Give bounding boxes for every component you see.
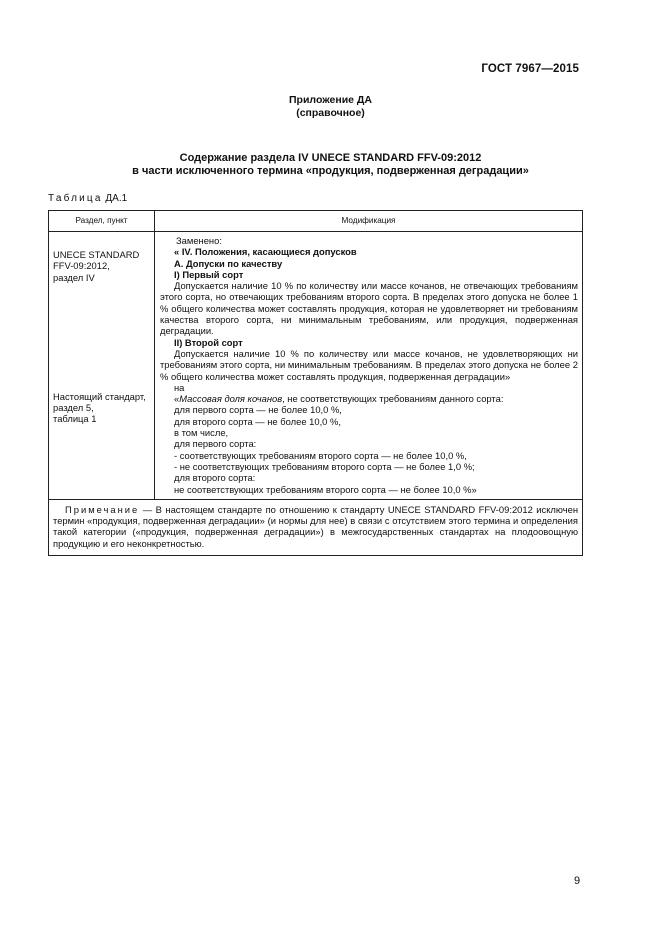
note-text: — В настоящем стандарте по отношению к стандарту UNECE STANDARD FFV-09:2012 исключен термин «продукция, подверженная деградации» (и нормы для нее) в связи с отсутствием этого термина и определения такой категории («продукция, подверженная деградации») в межгосударственных стандартах на плодоовощную продукцию и его неконкретностью. — [53, 503, 578, 549]
reference-this-standard — [53, 391, 150, 425]
header-section-clause: Раздел, пункт — [49, 211, 155, 232]
page-number: 9 — [574, 875, 581, 887]
reference-line: раздел 5, — [53, 402, 94, 414]
norm-line: для второго сорта — не более 10,0 %, — [174, 415, 341, 427]
table-caption-number: ДА.1 — [105, 193, 128, 204]
norm-line: для первого сорта: — [174, 438, 257, 450]
reference-line: Настоящий стандарт, — [53, 390, 146, 402]
annex-heading — [0, 94, 661, 120]
norm-line: для второго сорта: — [174, 472, 256, 484]
note-label: Примечание — [65, 503, 140, 515]
new-wording-rest: , не соответствующих требованиям данного сорта: — [282, 393, 504, 405]
new-wording-italic: Массовая доля кочанов — [179, 393, 283, 405]
section-heading — [0, 152, 661, 178]
norm-line: для первого сорта — не более 10,0 %, — [174, 404, 342, 416]
tolerance-section-title: « IV. Положения, касающиеся допусков — [174, 246, 357, 258]
section-heading-line1: Содержание раздела IV UNECE STANDARD FFV-09:2012 — [179, 152, 482, 164]
table-row — [49, 232, 583, 500]
table-caption-word: Таблица — [48, 193, 103, 204]
first-grade-title: I) Первый сорт — [174, 268, 244, 280]
section-heading-line2: в части исключенного термина «продукция, подверженная деградации» — [132, 165, 529, 177]
replaced-label: Заменено: — [176, 235, 222, 246]
annex-subtitle: (справочное) — [296, 107, 365, 119]
header-modification: Модификация — [155, 211, 583, 232]
second-grade-text: Допускается наличие 10 % по количеству или массе кочанов, не удовлетворяющих ни требованиям этого сорта, ни минимальным требованиям. В пределах этого допуска не более 2 % общего количества может составлять продукция, подверженная деградации» — [160, 347, 578, 382]
norm-line: в том числе, — [174, 427, 229, 439]
table-caption — [48, 193, 127, 204]
first-grade-text: Допускается наличие 10 % по количеству или массе кочанов, не отвечающих требованиям этого сорта, но отвечающих требованиям второго сорта. В пределах этого допуска не более 1 % общего количества может составлять продукция, которая не удовлетворяет ни требованиям качества второго сорта, ни минимальным требованиям, или продукция, подверженная деградации. — [160, 280, 578, 337]
modification-table — [48, 210, 583, 556]
open-quote: « — [174, 393, 180, 405]
norm-line: - не соответствующих требованиям второго сорта — не более 1,0 %; — [174, 460, 475, 472]
annex-title: Приложение ДА — [289, 94, 372, 106]
reference-line: UNECE STANDARD — [53, 249, 140, 260]
new-wording-first-line — [160, 393, 578, 404]
document-standard-code: ГОСТ 7967—2015 — [481, 63, 579, 75]
second-grade-title: II) Второй сорт — [174, 336, 243, 348]
reference-line: FFV-09:2012, — [53, 260, 110, 272]
norm-line: - соответствующих требованиям второго сорта — не более 10,0 %, — [174, 449, 467, 461]
on-word: на — [174, 381, 185, 393]
reference-line: таблица 1 — [53, 413, 97, 425]
quality-tolerance-title: А. Допуски по качеству — [174, 257, 283, 269]
table-header-row — [49, 211, 583, 232]
reference-unece — [53, 249, 150, 283]
table-note — [49, 499, 583, 555]
modification-cell — [155, 232, 583, 500]
table-note-row — [49, 499, 583, 555]
reference-line: раздел IV — [53, 271, 95, 283]
norm-line: не соответствующих требованиям второго сорта — не более 10,0 %» — [174, 483, 477, 495]
section-reference-cell — [49, 232, 155, 500]
